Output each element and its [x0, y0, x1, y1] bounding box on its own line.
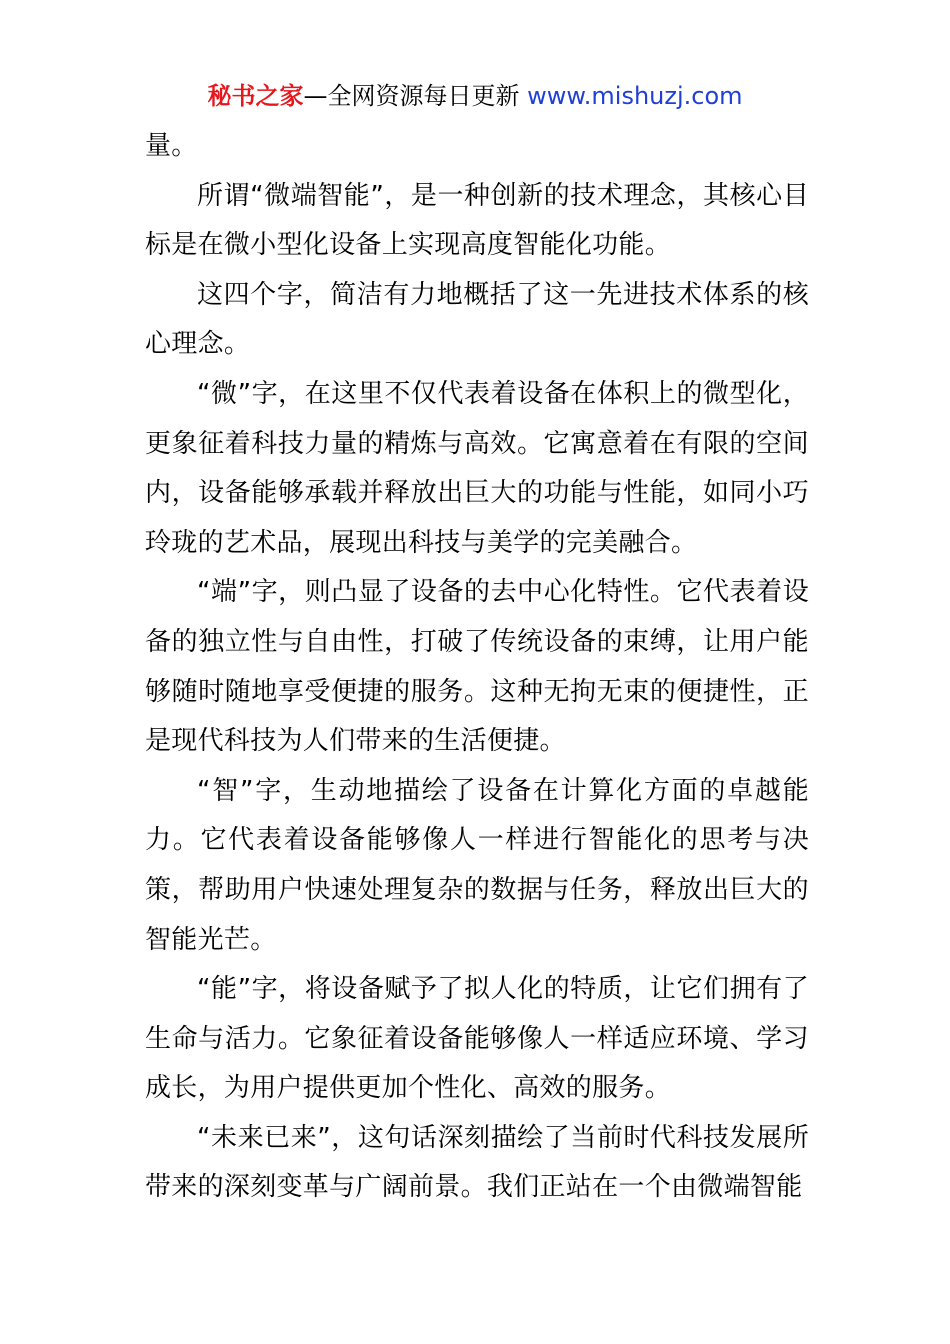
paragraph-definition: 所谓“微端智能”，是一种创新的技术理念，其核心目标是在微小型化设备上实现高度智能化功能。 — [145, 180, 809, 261]
document-body — [145, 122, 809, 1213]
paragraph-neng: “能”字，将设备赋予了拟人化的特质，让它们拥有了生命与活力。它象征着设备能够像人一样适应环境、学习成长，为用户提供更加个性化、高效的服务。 — [145, 974, 809, 1104]
paragraph-wei: “微”字，在这里不仅代表着设备在体积上的微型化，更象征着科技力量的精炼与高效。它寓意着在有限的空间内，设备能够承载并释放出巨大的功能与性能，如同小巧玲珑的艺术品，展现出科技与美学的完美融合。 — [145, 378, 809, 558]
brand-name: 秘书之家 — [207, 82, 304, 110]
paragraph-continuation: 量。 — [145, 131, 198, 161]
site-url-link[interactable]: www.mishuzj.com — [527, 82, 743, 110]
paragraph-summary: 这四个字，简洁有力地概括了这一先进技术体系的核心理念。 — [145, 279, 809, 360]
paragraph-future: “未来已来”，这句话深刻描绘了当前时代科技发展所带来的深刻变革与广阔前景。我们正站在一个由微端智能 — [145, 1122, 809, 1203]
paragraph-zhi: “智”字，生动地描绘了设备在计算化方面的卓越能力。它代表着设备能够像人一样进行智能化的思考与决策，帮助用户快速处理复杂的数据与任务，释放出巨大的智能光芒。 — [145, 775, 809, 955]
paragraph-duan: “端”字，则凸显了设备的去中心化特性。它代表着设备的独立性与自由性，打破了传统设备的束缚，让用户能够随时随地享受便捷的服务。这种无拘无束的便捷性，正是现代科技为人们带来的生活便捷。 — [145, 577, 809, 757]
header-tagline: —全网资源每日更新 — [303, 82, 528, 110]
page-header — [0, 80, 950, 112]
